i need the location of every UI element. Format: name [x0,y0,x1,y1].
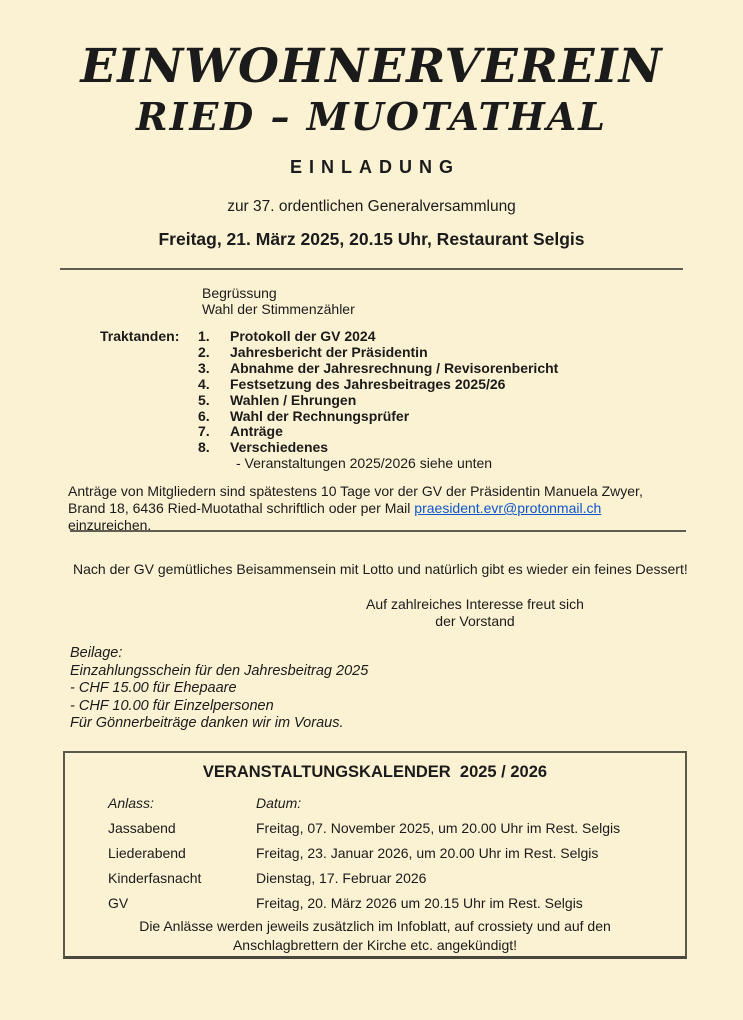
president-email-link[interactable]: praesident.evr@protonmail.ch [414,500,602,516]
calendar-event-date: Freitag, 07. November 2025, um 20.00 Uhr im Rest. Selgis [256,820,621,836]
agenda-item-number: 7. [198,423,210,440]
intro-line-tellers: Wahl der Stimmenzähler [202,300,355,317]
agenda-item-text: Anträge [230,423,283,440]
agenda-item [198,345,558,361]
calendar-title: VERANSTALTUNGSKALENDER 2025 / 2026 [202,763,548,781]
divider-top [60,268,683,270]
calendar-event-name: Kinderfasnacht [108,870,202,886]
agenda-item-number: 2. [198,343,210,360]
enclosure-block [70,645,368,733]
agenda-intro [202,286,355,318]
agenda-item-number: 5. [198,391,210,408]
agenda-label: Traktanden: [100,328,180,344]
invitation-heading: EINLADUNG [290,157,460,177]
agenda-item-text: Festsetzung des Jahresbeitrages 2025/26 [230,375,506,392]
calendar-footer-note [65,917,685,955]
event-date-line: Freitag, 21. März 2025, 20.15 Uhr, Restaurant Selgis [158,229,585,249]
agenda-item-text: Jahresbericht der Präsidentin [230,343,428,360]
agenda-item [198,329,558,345]
agenda-item [198,409,558,425]
agenda-item-number: 3. [198,359,210,376]
agenda-item [198,377,558,393]
agenda-section [100,329,558,472]
divider-middle [70,530,686,532]
calendar-col-header-event: Anlass: [108,795,154,811]
calendar-col-header-date: Datum: [256,795,302,811]
closing-line1: Auf zahlreiches Interesse freut sich [366,596,584,612]
submission-line1: Anträge von Mitgliedern sind spätestens 10 Tage vor der GV der Präsidentin Manuela Zwyer, [68,483,643,499]
agenda-item [198,393,558,409]
event-calendar-box [63,751,687,959]
closing-block [325,596,625,629]
agenda-item-number: 4. [198,375,210,392]
agenda-item-text: Verschiedenes [230,439,329,456]
agenda-item-text: Protokoll der GV 2024 [230,328,376,344]
agenda-list [198,329,558,472]
calendar-event-name: Jassabend [108,820,176,836]
enclosure-line: Für Gönnerbeiträge danken wir im Voraus. [70,715,344,731]
enclosure-line: Einzahlungsschein für den Jahresbeitrag 2025 [70,662,369,679]
calendar-event-date: Freitag, 20. März 2026 um 20.15 Uhr im Rest. Selgis [256,895,583,911]
agenda-item-text: Wahl der Rechnungsprüfer [230,407,410,424]
calendar-event-name: Liederabend [108,845,186,861]
closing-line2: der Vorstand [435,612,515,629]
agenda-item-number: 8. [198,439,210,456]
agenda-item-number: 6. [198,407,210,424]
agenda-item-text: Abnahme der Jahresrechnung / Revisorenbericht [230,359,559,376]
calendar-event-date: Freitag, 23. Januar 2026, um 20.00 Uhr im Rest. Selgis [256,845,599,861]
calendar-table [108,795,685,911]
submission-paragraph [68,483,684,534]
agenda-item [198,440,558,456]
agenda-item [198,361,558,377]
agenda-item-text: Wahlen / Ehrungen [230,391,357,408]
submission-line2-suffix: einzureichen. [68,517,152,533]
agenda-subnote: - Veranstaltungen 2025/2026 siehe unten [236,455,493,472]
calendar-footer-line2: Anschlagbrettern der Kirche etc. angekündigt! [232,937,518,953]
org-location-title: RIED – MUOTATHAL [135,94,608,139]
calendar-event-name: GV [108,895,129,911]
agenda-item-number: 1. [198,328,210,344]
submission-line2-prefix: Brand 18, 6436 Ried-Muotathal schriftlich oder per Mail [68,500,415,516]
calendar-event-date: Dienstag, 17. Februar 2026 [256,870,427,886]
intro-line-greeting: Begrüssung [202,285,277,301]
assembly-subtitle: zur 37. ordentlichen Generalversammlung [227,198,516,215]
agenda-item [198,424,558,440]
enclosure-line: - CHF 15.00 für Ehepaare [70,680,237,696]
social-note: Nach der GV gemütliches Beisammensein mit Lotto und natürlich gibt es wieder ein feines Dessert! [73,561,688,577]
org-name-title: EINWOHNERVEREIN [80,39,663,94]
calendar-footer-line1: Die Anlässe werden jeweils zusätzlich im Infoblatt, auf crossiety und auf den [139,918,611,934]
enclosure-label: Beilage: [70,645,123,661]
enclosure-line: - CHF 10.00 für Einzelpersonen [70,697,274,714]
